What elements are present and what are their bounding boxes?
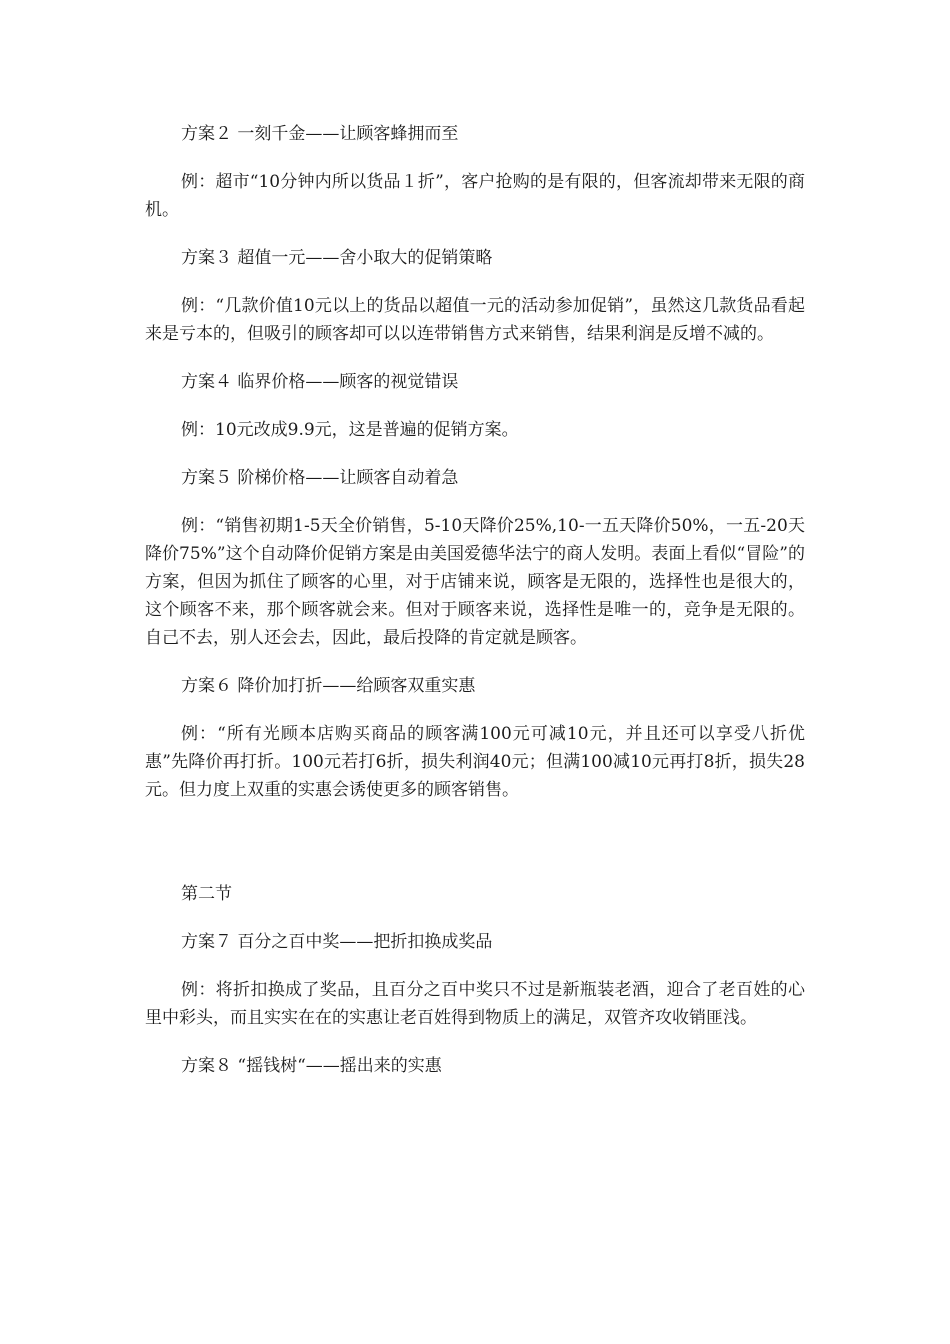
plan-6-example: 例：“所有光顾本店购买商品的顾客满100元可减10元，并且还可以享受八折优惠”先降价再打折。100元若打6折，损失利润40元；但满100减10元再打8折，损失28元。但力度上双重的实惠会诱使更多的顾客销售。 [145, 724, 805, 800]
plan-2-example: 例：超市“10分钟内所以货品１折”，客户抢购的是有限的，但客流却带来无限的商机。 [145, 172, 805, 220]
plan-7-heading: 方案７ 百分之百中奖——把折扣换成奖品 [181, 932, 493, 952]
plan-8-heading: 方案８ “摇钱树“——摇出来的实惠 [181, 1056, 442, 1076]
plan-5-heading: 方案５ 阶梯价格——让顾客自动着急 [181, 468, 459, 488]
plan-3-heading: 方案３ 超值一元——舍小取大的促销策略 [181, 248, 493, 268]
plan-5-example: 例：“销售初期1-5天全价销售，5-10天降价25%,10-一五天降价50%，一五-20天降价75%”这个自动降价促销方案是由美国爱德华法宁的商人发明。表面上看似“冒险”的方案，但因为抓住了顾客的心里，对于店铺来说，顾客是无限的，选择性也是很大的，这个顾客不来，那个顾客就会来。但对于顾客来说，选择性是唯一的，竞争是无限的。自己不去，别人还会去，因此，最后投降的肯定就是顾客。 [145, 516, 805, 648]
plan-6-heading: 方案６ 降价加打折——给顾客双重实惠 [181, 676, 476, 696]
plan-4-heading: 方案４ 临界价格——顾客的视觉错误 [181, 372, 459, 392]
plan-7-example: 例：将折扣换成了奖品，且百分之百中奖只不过是新瓶装老酒，迎合了老百姓的心里中彩头，而且实实在在的实惠让老百姓得到物质上的满足，双管齐攻收销匪浅。 [145, 980, 805, 1028]
section-spacer [145, 824, 805, 880]
plan-2-heading: 方案２ 一刻千金——让顾客蜂拥而至 [181, 124, 459, 144]
plan-3-example: 例：“几款价值10元以上的货品以超值一元的活动参加促销”，虽然这几款货品看起来是亏本的，但吸引的顾客却可以以连带销售方式来销售，结果利润是反增不减的。 [145, 296, 805, 344]
plan-4-example: 例：10元改成9.9元，这是普遍的促销方案。 [181, 420, 519, 440]
section-title: 第二节 [181, 884, 232, 904]
document-page [145, 120, 805, 1100]
